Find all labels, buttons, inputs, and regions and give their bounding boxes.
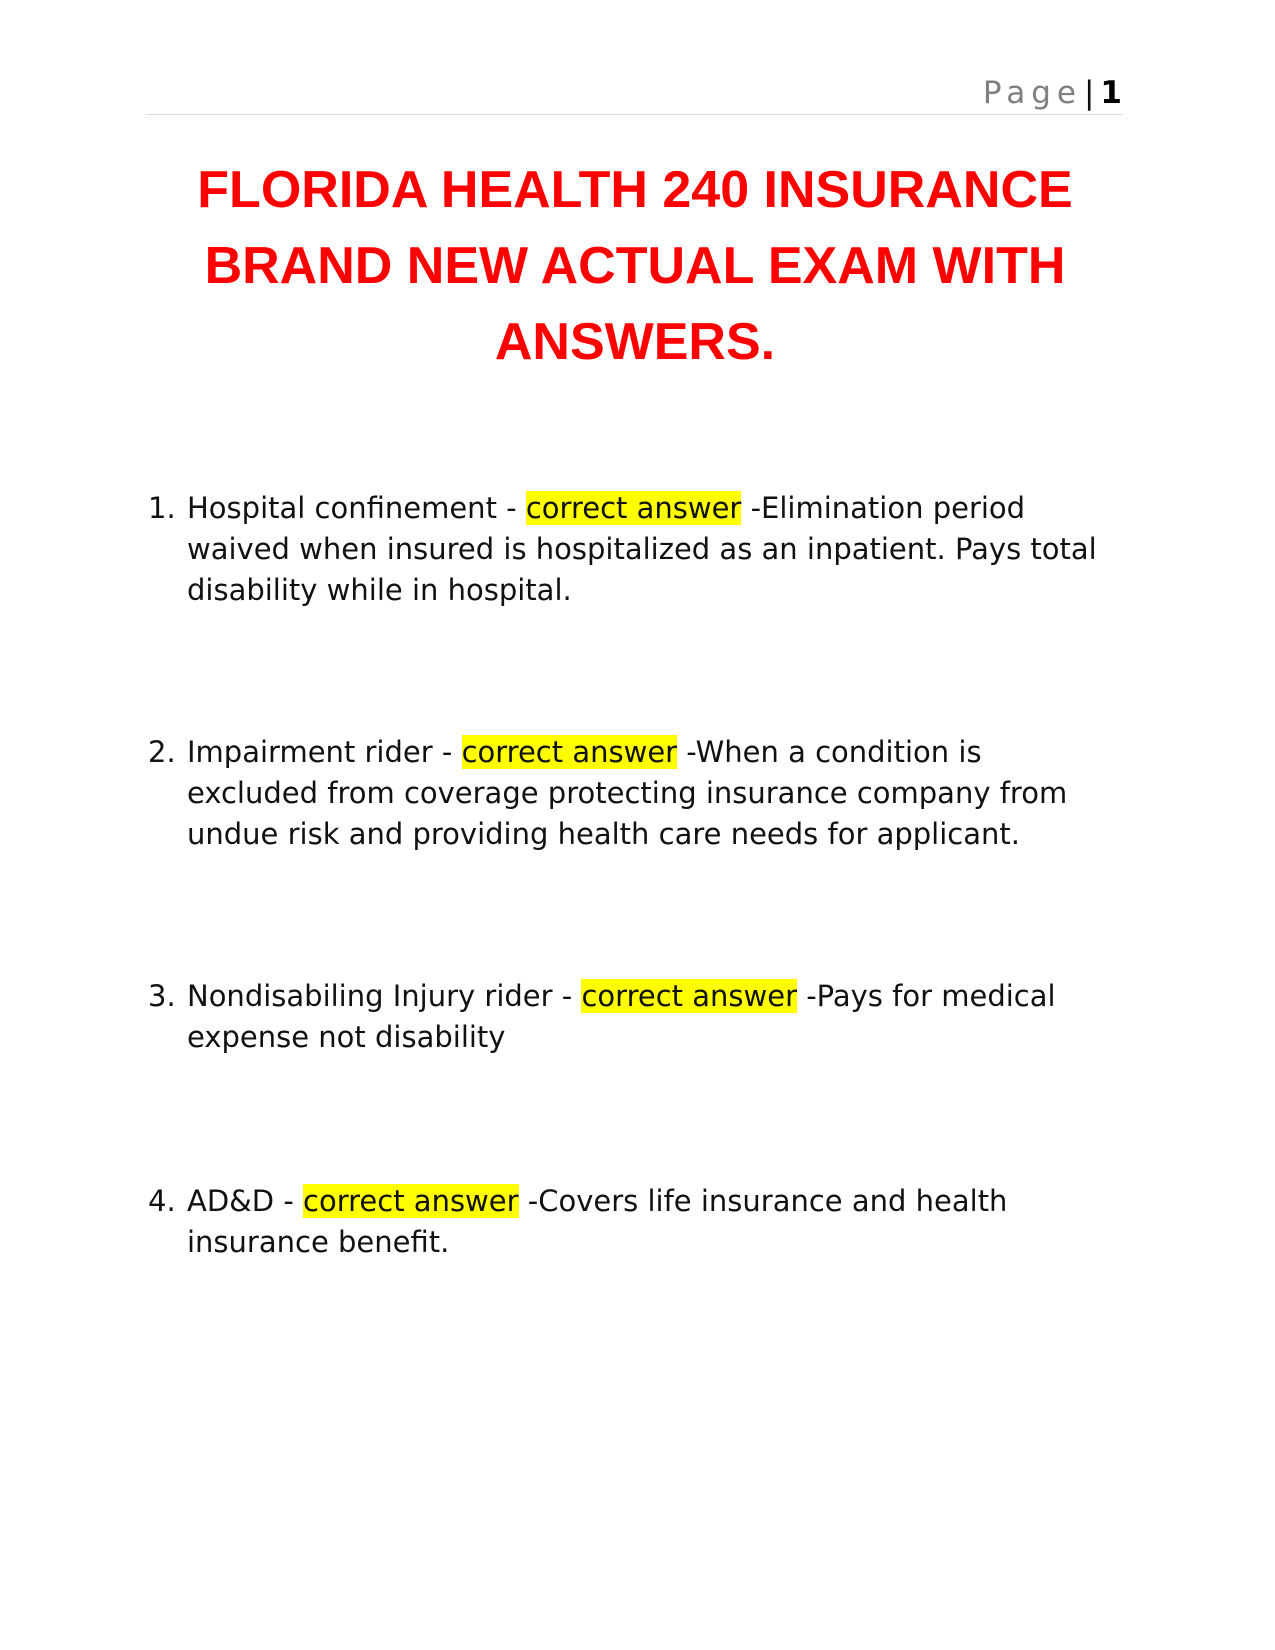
page-number: 1 <box>1100 75 1122 111</box>
title-line-2: BRAND NEW ACTUAL EXAM WITH <box>204 237 1066 295</box>
document-title <box>140 152 1130 380</box>
question-term: Nondisabiling Injury rider <box>187 979 553 1013</box>
page-separator: | <box>1083 75 1095 111</box>
correct-answer-highlight: correct answer <box>303 1184 519 1218</box>
question-number: 2. <box>148 735 176 769</box>
answer-text: -Elimination period waived when insured is hospitalized as an inpatient. Pays total disability while in hospital. <box>187 491 1097 607</box>
question-dash: - <box>274 1184 304 1218</box>
question-item-1 <box>148 488 1108 611</box>
question-number: 3. <box>148 979 176 1013</box>
question-item-3 <box>148 976 1108 1058</box>
title-line-3: ANSWERS. <box>494 313 776 371</box>
answer-text: -Pays for medical expense not disability <box>187 979 1056 1054</box>
question-dash: - <box>432 735 462 769</box>
page-number-label <box>983 72 1122 114</box>
question-number: 1. <box>148 491 176 525</box>
title-line-1: FLORIDA HEALTH 240 INSURANCE <box>197 161 1073 219</box>
question-number: 4. <box>148 1184 176 1218</box>
correct-answer-highlight: correct answer <box>461 735 678 769</box>
correct-answer-highlight: correct answer <box>525 491 742 525</box>
question-term: Hospital confinement <box>187 491 497 525</box>
page-word: Page <box>982 75 1082 111</box>
question-item-2 <box>148 732 1108 855</box>
page-header <box>146 72 1122 115</box>
question-dash: - <box>496 491 526 525</box>
question-term: AD&D <box>187 1184 275 1218</box>
question-dash: - <box>552 979 582 1013</box>
question-term: Impairment rider <box>187 735 433 769</box>
question-item-4 <box>148 1181 1108 1263</box>
correct-answer-highlight: correct answer <box>581 979 797 1013</box>
answer-text: -When a condition is excluded from coverage protecting insurance company from undue risk and providing health care needs for applicant. <box>187 735 1068 851</box>
answer-text: -Covers life insurance and health insurance benefit. <box>187 1184 1008 1259</box>
